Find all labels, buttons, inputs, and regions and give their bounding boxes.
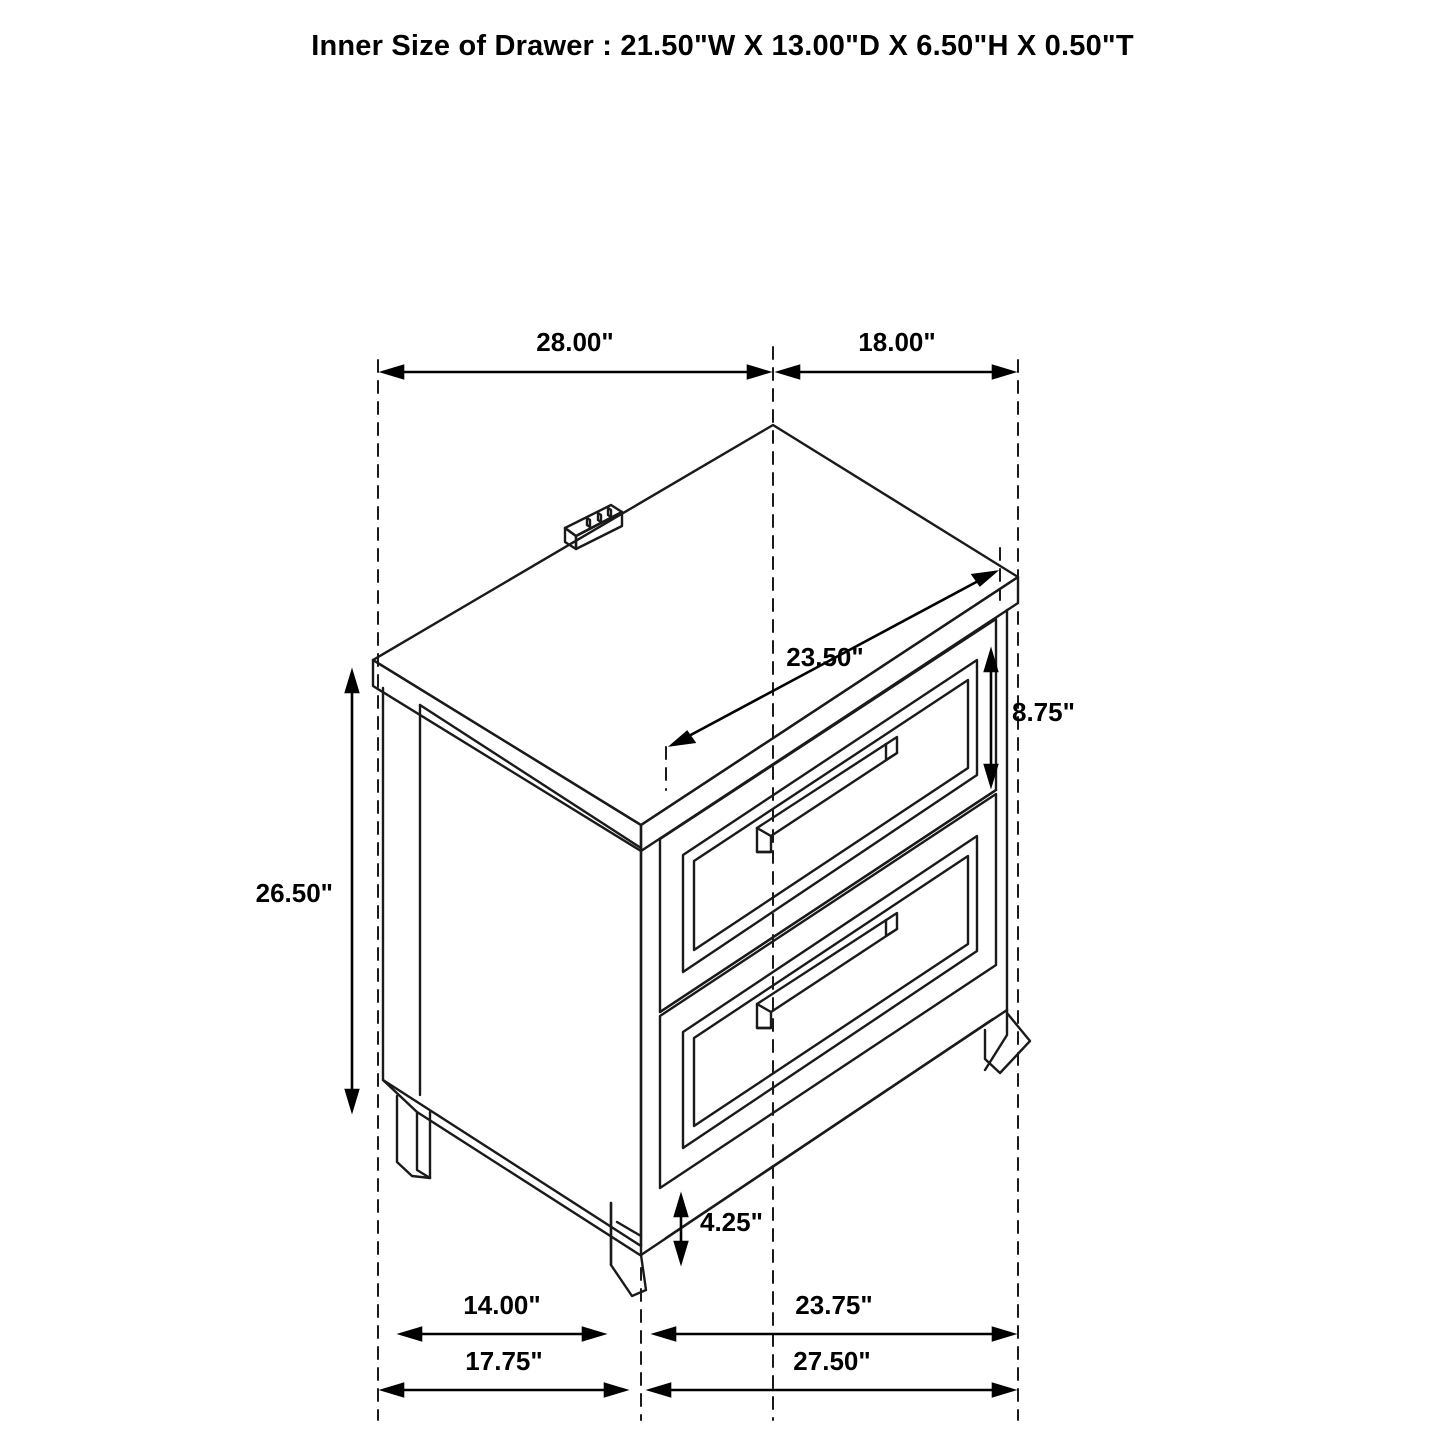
drawer-upper-inner-frame: [683, 660, 977, 972]
dim-base-front-right: [655, 1328, 1013, 1340]
dim-label-drawer-height: 8.75": [1012, 697, 1075, 727]
drawer-upper-bottom-edge: [660, 790, 996, 1012]
drawer-lower-pull: [757, 913, 897, 1028]
dim-top-left-width: [383, 366, 768, 378]
dim-top-right-depth: [779, 366, 1013, 378]
dim-label-base-front-left: 14.00": [463, 1290, 541, 1320]
dim-leg-height: [675, 1196, 687, 1262]
drawer-lower-inner-frame: [683, 836, 977, 1148]
dim-label-leg-height: 4.25": [700, 1207, 763, 1237]
dim-label-base-front-right: 23.75": [795, 1290, 873, 1320]
dim-label-top-right-depth: 18.00": [858, 327, 936, 357]
left-panel-inner-top: [420, 705, 641, 848]
dim-base-outer-right: [650, 1384, 1013, 1396]
dim-base-front-left: [401, 1328, 603, 1340]
tabletop-right-edge: [641, 577, 1018, 851]
drawer-upper-inner-frame-2: [694, 680, 968, 950]
left-panel-bottom-rail: [417, 1112, 640, 1255]
tabletop-top-face: [373, 425, 1018, 825]
dim-label-base-outer-right: 27.50": [793, 1346, 871, 1376]
page-title: Inner Size of Drawer : 21.50"W X 13.00"D X 6.50"H X 0.50"T: [311, 30, 1134, 62]
dim-overall-height: [346, 672, 358, 1110]
left-panel-lower-edge: [383, 1080, 641, 1246]
cabinet-bottom-inner-right: [666, 1019, 993, 1238]
dim-label-overall-height: 26.50": [255, 878, 333, 908]
drawer-lower-inner-frame-2: [694, 856, 968, 1126]
dim-label-top-left-width: 28.00": [536, 327, 614, 357]
drawer-upper-pull: [757, 737, 897, 852]
dim-label-top-diagonal: 23.50": [786, 642, 864, 672]
dim-label-base-outer-left: 17.75": [465, 1346, 543, 1376]
dim-base-outer-left: [383, 1384, 625, 1396]
